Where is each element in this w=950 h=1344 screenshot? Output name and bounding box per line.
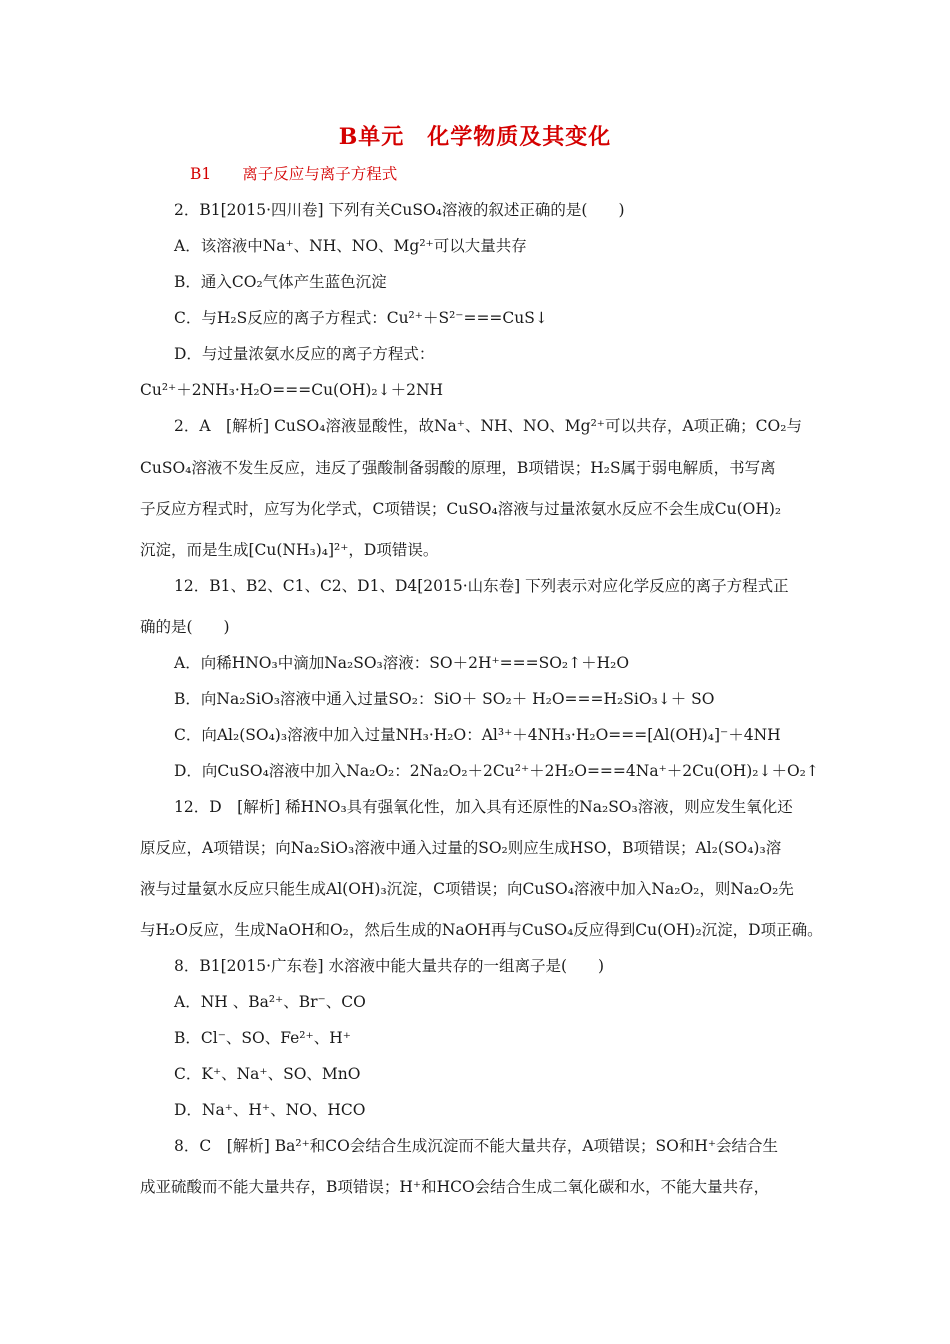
- text-line: A．向稀HNO₃中滴加Na₂SO₃溶液：SO＋2H⁺===SO₂↑＋H₂O: [174, 654, 630, 672]
- text-line: 8．C [解析] Ba²⁺和CO会结合生成沉淀而不能大量共存，A项错误；SO和H⁺会结合生: [174, 1137, 779, 1155]
- text-line: D．与过量浓氨水反应的离子方程式：: [174, 345, 435, 363]
- text-line: CuSO₄溶液不发生反应，违反了强酸制备弱酸的原理，B项错误；H₂S属于弱电解质，书写离: [140, 459, 776, 477]
- text-line: C．向Al₂(SO₄)₃溶液中加入过量NH₃·H₂O：Al³⁺＋4NH₃·H₂O===[Al(OH)₄]⁻＋4NH: [174, 726, 781, 744]
- text-line: D．Na⁺、H⁺、NO、HCO: [174, 1101, 366, 1119]
- text-line: 2．A [解析] CuSO₄溶液显酸性，故Na⁺、NH、NO、Mg²⁺可以共存，A项正确；CO₂与: [174, 417, 802, 435]
- text-line: 原反应，A项错误；向Na₂SiO₃溶液中通入过量的SO₂则应生成HSO，B项错误；Al₂(SO₄)₃溶: [140, 839, 782, 857]
- text-line: C．与H₂S反应的离子方程式：Cu²⁺＋S²⁻===CuS↓: [174, 309, 548, 327]
- section-heading: B1 离子反应与离子方程式: [190, 165, 398, 183]
- text-line: 8．B1[2015·广东卷] 水溶液中能大量共存的一组离子是( ): [174, 957, 605, 975]
- text-line: 沉淀，而是生成[Cu(NH₃)₄]²⁺，D项错误。: [140, 541, 439, 559]
- text-line: D．向CuSO₄溶液中加入Na₂O₂：2Na₂O₂＋2Cu²⁺＋2H₂O===4Na⁺＋2Cu(OH)₂↓＋O₂↑: [174, 762, 819, 780]
- text-line: 确的是( ): [140, 618, 230, 636]
- text-line: 2．B1[2015·四川卷] 下列有关CuSO₄溶液的叙述正确的是( ): [174, 201, 625, 219]
- text-line: 12．B1、B2、C1、C2、D1、D4[2015·山东卷] 下列表示对应化学反应的离子方程式正: [174, 577, 789, 595]
- text-line: 12．D [解析] 稀HNO₃具有强氧化性，加入具有还原性的Na₂SO₃溶液，则应发生氧化还: [174, 798, 793, 816]
- text-line: B．通入CO₂气体产生蓝色沉淀: [174, 273, 387, 291]
- text-line: 子反应方程式时，应写为化学式，C项错误；CuSO₄溶液与过量浓氨水反应不会生成Cu(OH)₂: [140, 500, 782, 518]
- text-line: 液与过量氨水反应只能生成Al(OH)₃沉淀，C项错误；向CuSO₄溶液中加入Na₂O₂，则Na₂O₂先: [140, 880, 794, 898]
- text-line: 与H₂O反应，生成NaOH和O₂，然后生成的NaOH再与CuSO₄反应得到Cu(OH)₂沉淀，D项正确。: [140, 921, 823, 939]
- text-line: B．Cl⁻、SO、Fe²⁺、H⁺: [174, 1029, 351, 1047]
- text-line: 成亚硫酸而不能大量共存，B项错误；H⁺和HCO会结合生成二氧化碳和水，不能大量共存，: [140, 1178, 770, 1196]
- text-line: Cu²⁺＋2NH₃·H₂O===Cu(OH)₂↓＋2NH: [140, 381, 444, 399]
- text-line: C．K⁺、Na⁺、SO、MnO: [174, 1065, 361, 1083]
- text-line: A．NH 、Ba²⁺、Br⁻、CO: [174, 993, 366, 1011]
- text-line: B．向Na₂SiO₃溶液中通入过量SO₂：SiO＋ SO₂＋ H₂O===H₂SiO₃↓＋ SO: [174, 690, 715, 708]
- unit-title: B单元 化学物质及其变化: [338, 124, 612, 150]
- text-line: A．该溶液中Na⁺、NH、NO、Mg²⁺可以大量共存: [174, 237, 527, 255]
